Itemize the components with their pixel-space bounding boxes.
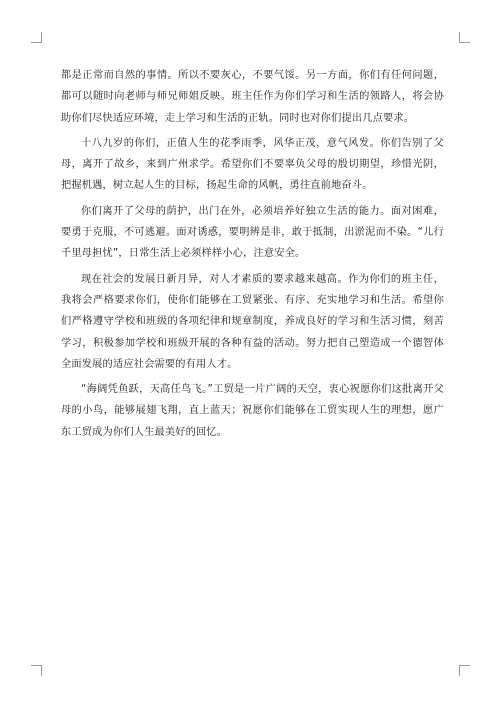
- document-body: [61, 65, 444, 447]
- paragraph-blessing: “海阔凭鱼跃，天高任鸟飞。”工贸是一片广阔的天空，衷心祝愿你们这批离开父母的小鸟，能够展翅飞翔，直上蓝天；祝愿你们能够在工贸实现人生的理想，愿广东工贸成为你们人生最美好的回忆。: [61, 384, 444, 438]
- paragraph-requirements: 现在社会的发展日新月异，对人才素质的要求越来越高。作为你们的班主任，我将会严格要求你们，使你们能够在工贸紧张、有序、充实地学习和生活。希望你们严格遵守学校和班级的各项纪律和规章制度，养成良好的学习和生活习惯，刻苦学习，积极参加学校和班级开展的各种有益的活动。努力把自己塑造成一个德智体全面发展的适应社会需要的有用人才。: [61, 273, 444, 370]
- crop-mark-top-left: [31, 32, 42, 43]
- crop-mark-bottom-right: [459, 665, 470, 676]
- paragraph-independence: 你们离开了父母的荫护，出门在外，必须培养好独立生活的能力。面对困难，要勇于克服，不可逃避。面对诱惑，要明辨是非，敢于抵制，出淤泥而不染。“儿行千里母担忧”，日常生活上必须样样小心，注意安全。: [61, 205, 444, 260]
- paragraph-continuation: 都是正常而自然的事情。所以不要灰心，不要气馁。另一方面，你们有任何问题，都可以随时向老师与师兄师姐反映。班主任作为你们学习和生活的领路人，将会协助你们尽快适应环境，走上学习和生活的正轨。同时也对你们提出几点要求。: [61, 70, 444, 124]
- paragraph-youth: 十八九岁的你们，正值人生的花季雨季，风华正茂，意气风发。你们告别了父母，离开了故乡，来到广州求学。希望你们不要辜负父母的殷切期望，珍惜光阴，把握机遇，树立起人生的目标，扬起生命的风帆，勇往直前地奋斗。: [61, 137, 444, 192]
- crop-mark-bottom-left: [31, 665, 42, 676]
- crop-mark-top-right: [459, 32, 470, 43]
